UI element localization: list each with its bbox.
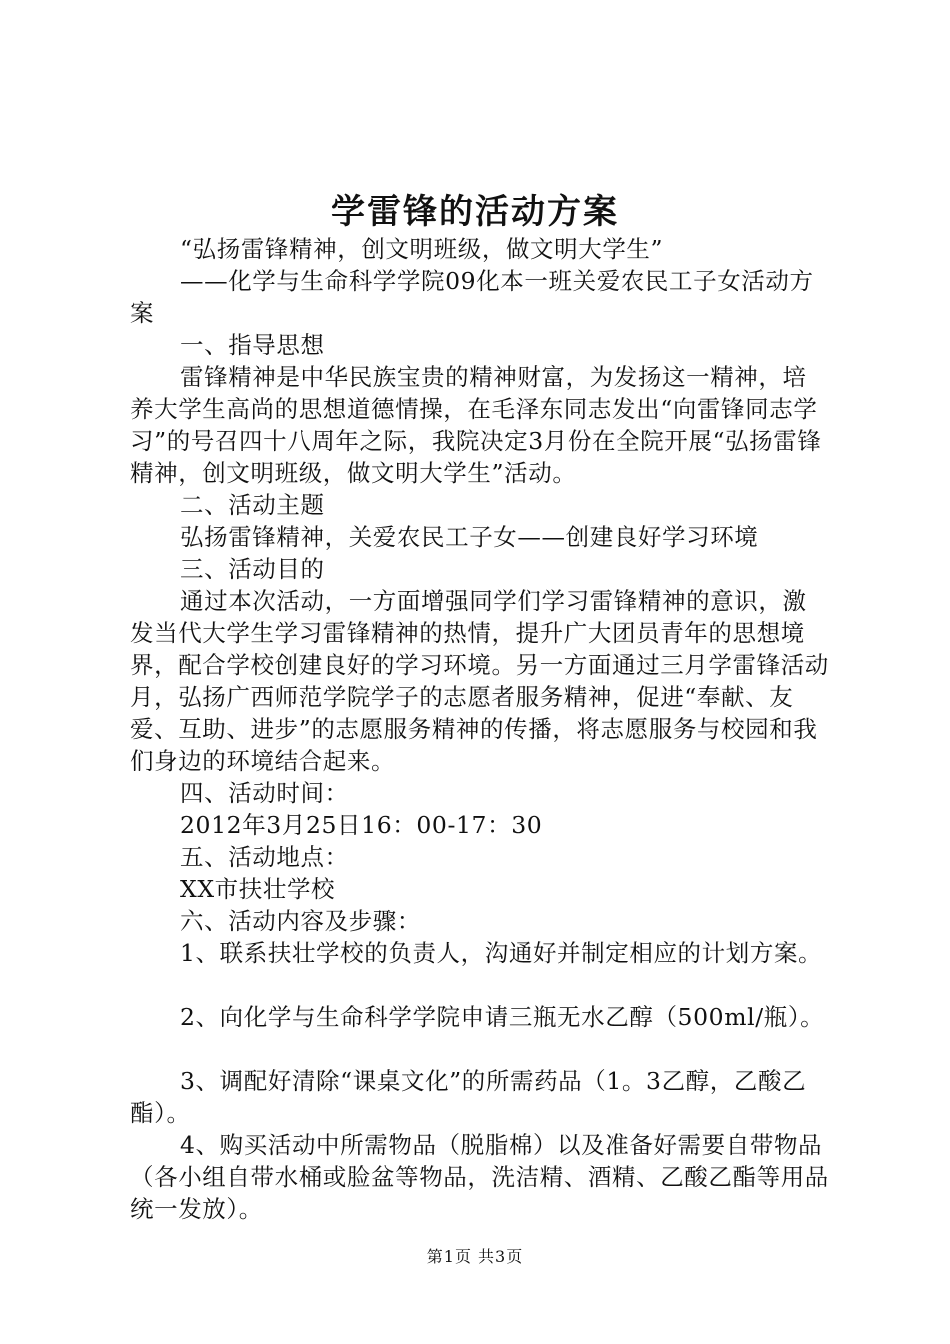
section-heading-steps: 六、活动内容及步骤： [180, 907, 421, 935]
paragraph-guiding-ideology: 雷锋精神是中华民族宝贵的精神财富，为发扬这一精神，培养大学生高尚的思想道德情操，在毛泽东同志发出“向雷锋同志学习”的号召四十八周年之际，我院决定3月份在全院开展“弘扬雷锋精神，创文明班级，做文明大学生”活动。 [130, 363, 822, 487]
paragraph-location: XX市扶壮学校 [180, 875, 336, 903]
paragraph-purpose: 通过本次活动，一方面增强同学们学习雷锋精神的意识，激发当代大学生学习雷锋精神的热情，提升广大团员青年的思想境界，配合学校创建良好的学习环境。另一方面通过三月学雷锋活动月，弘扬广西师范学院学子的志愿者服务精神，促进“奉献、友爱、互助、进步”的志愿服务精神的传播，将志愿服务与校园和我们身边的环境结合起来。 [130, 587, 829, 775]
section-heading-location: 五、活动地点： [180, 843, 349, 871]
page-number: 第1页 共3页 [426, 1247, 524, 1266]
step-item: 4、购买活动中所需物品（脱脂棉）以及准备好需要自带物品（各小组自带水桶或脸盆等物品，洗洁精、酒精、乙酸乙酯等用品统一发放）。 [130, 1131, 829, 1223]
section-heading-theme: 二、活动主题 [180, 491, 325, 519]
subtitle-line: ——化学与生命科学学院09化本一班关爱农民工子女活动方案 [130, 267, 814, 327]
step-item: 2、向化学与生命科学学院申请三瓶无水乙醇（500ml/瓶）。 [180, 1003, 825, 1031]
section-heading-purpose: 三、活动目的 [180, 555, 325, 583]
paragraph-theme: 弘扬雷锋精神，关爱农民工子女——创建良好学习环境 [180, 523, 759, 551]
document-body [130, 233, 830, 1225]
paragraph-time: 2012年3月25日16：00-17：30 [180, 811, 543, 839]
section-heading-guiding-ideology: 一、指导思想 [180, 331, 325, 359]
step-item: 1、联系扶壮学校的负责人，沟通好并制定相应的计划方案。 [180, 939, 823, 967]
step-item: 3、调配好清除“课桌文化”的所需药品（1。3乙醇，乙酸乙酯）。 [130, 1067, 807, 1127]
slogan-line: “弘扬雷锋精神，创文明班级，做文明大学生” [180, 235, 664, 263]
section-heading-time: 四、活动时间： [180, 779, 349, 807]
document-title: 学雷锋的活动方案 [331, 192, 619, 232]
